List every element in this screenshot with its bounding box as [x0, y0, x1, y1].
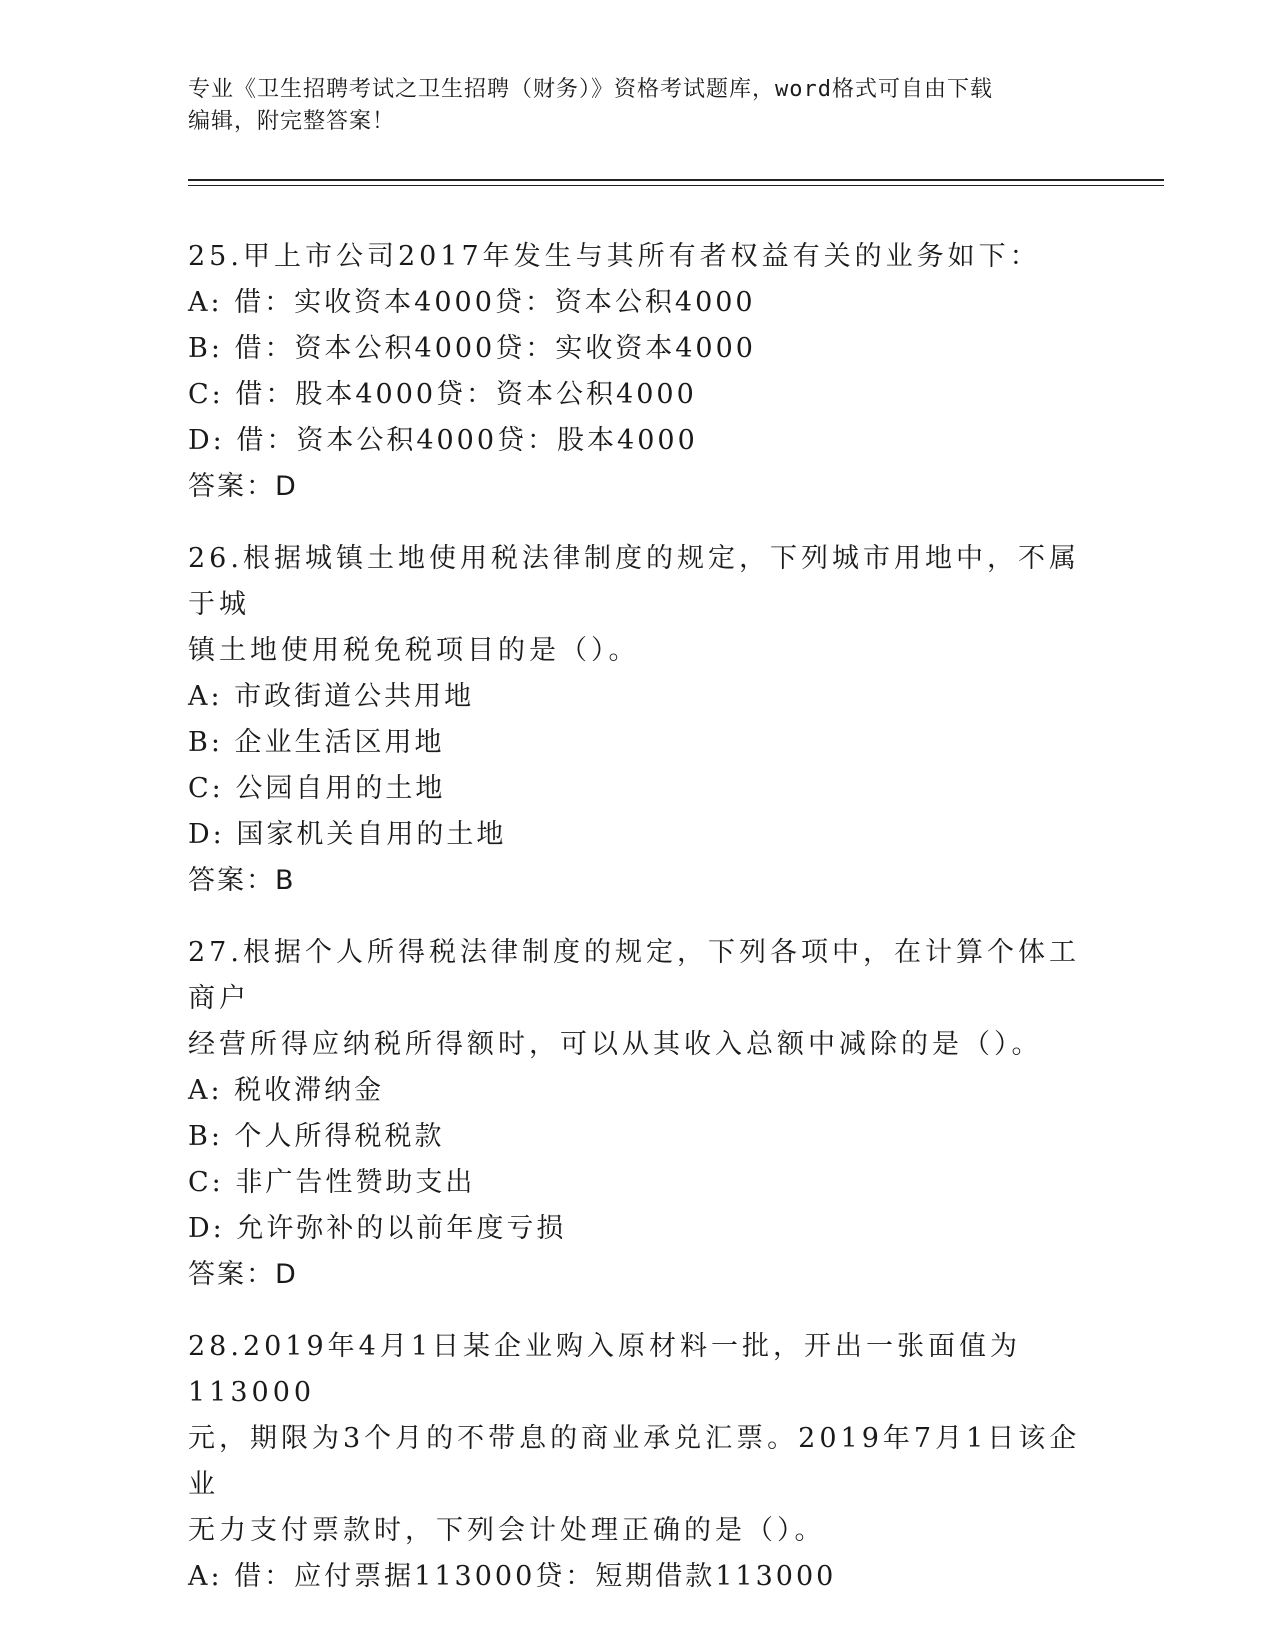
- question-27: [188, 930, 1088, 1298]
- question-28: [188, 1324, 1088, 1600]
- question-list: [188, 234, 1088, 1626]
- option-c: C: 非广告性赞助支出: [188, 1167, 476, 1198]
- question-stem-line-2: 元，期限为3个月的不带息的商业承兑汇票。2019年7月1日该企业: [188, 1423, 1081, 1500]
- header-divider-thin: [188, 185, 1164, 186]
- question-stem-line-3: 无力支付票款时，下列会计处理正确的是（）。: [188, 1515, 826, 1546]
- question-stem: 25.甲上市公司2017年发生与其所有者权益有关的业务如下：: [188, 241, 1041, 272]
- header-line-2: 编辑，附完整答案！: [188, 109, 396, 134]
- option-d: D: 允许弥补的以前年度亏损: [188, 1213, 567, 1244]
- header-line-1: 专业《卫生招聘考试之卫生招聘（财务）》资格考试题库，word格式可自由下载: [188, 77, 993, 102]
- option-a: A: 税收滞纳金: [188, 1075, 385, 1106]
- question-stem-line-2: 镇土地使用税免税项目的是（）。: [188, 635, 640, 666]
- option-d: D: 国家机关自用的土地: [188, 819, 507, 850]
- question-26: [188, 536, 1088, 904]
- header-divider-thick: [188, 179, 1164, 181]
- option-a: A: 市政街道公共用地: [188, 681, 475, 712]
- question-25: [188, 234, 1088, 510]
- answer-label: 答案：D: [188, 471, 298, 502]
- question-stem-line-1: 28.2019年4月1日某企业购入原材料一批，开出一张面值为113000: [188, 1331, 1022, 1408]
- question-stem-line-1: 27.根据个人所得税法律制度的规定，下列各项中，在计算个体工商户: [188, 937, 1080, 1014]
- option-c: C: 公园自用的土地: [188, 773, 446, 804]
- option-b: B: 个人所得税税款: [188, 1121, 445, 1152]
- option-d: D: 借：资本公积4000贷：股本4000: [188, 425, 698, 456]
- answer-label: 答案：D: [188, 1259, 298, 1290]
- option-b: B: 企业生活区用地: [188, 727, 445, 758]
- answer-label: 答案：B: [188, 865, 296, 896]
- question-stem-line-1: 26.根据城镇土地使用税法律制度的规定，下列城市用地中，不属于城: [188, 543, 1080, 620]
- option-a: A: 借：实收资本4000贷：资本公积4000: [188, 287, 756, 318]
- option-c: C: 借：股本4000贷：资本公积4000: [188, 379, 697, 410]
- option-b: B: 借：资本公积4000贷：实收资本4000: [188, 333, 756, 364]
- option-a: A: 借：应付票据113000贷：短期借款113000: [188, 1561, 837, 1592]
- question-stem-line-2: 经营所得应纳税所得额时，可以从其收入总额中减除的是（）。: [188, 1029, 1043, 1060]
- document-header: [188, 74, 1088, 138]
